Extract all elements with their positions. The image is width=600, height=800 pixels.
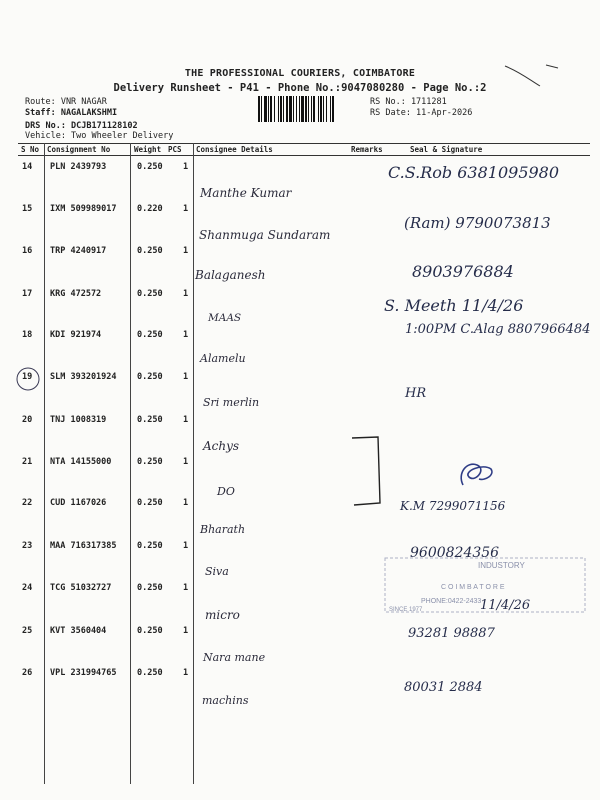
bracket-mark bbox=[350, 435, 390, 510]
row-serial: 23 bbox=[22, 541, 33, 551]
consignee-name: Shanmuga Sundaram bbox=[199, 228, 331, 242]
row-serial: 25 bbox=[22, 626, 33, 636]
col-divider bbox=[130, 143, 131, 784]
runsheet-title: Delivery Runsheet - P41 - Phone No.:9047080280 - Page No.:2 bbox=[113, 82, 487, 94]
consignment-number: TNJ 1008319 bbox=[50, 415, 107, 425]
vehicle-label: Vehicle: Two Wheeler Delivery bbox=[25, 131, 174, 141]
row-serial: 20 bbox=[22, 415, 33, 425]
row-serial: 15 bbox=[22, 204, 33, 214]
row-serial: 19 bbox=[22, 372, 33, 382]
col-sno: S No bbox=[21, 145, 40, 154]
row-serial: 21 bbox=[22, 457, 33, 467]
weight-value: 0.250 bbox=[137, 668, 163, 678]
consignee-name: Siva bbox=[205, 565, 229, 578]
pcs-value: 1 bbox=[183, 541, 189, 551]
table-top-rule bbox=[18, 143, 590, 144]
weight-value: 0.250 bbox=[137, 289, 163, 299]
consignee-name: Achys bbox=[203, 439, 240, 453]
consignment-number: KRG 472572 bbox=[50, 289, 102, 299]
signature-entry: 1:00PM C.Alag 8807966484 bbox=[405, 322, 591, 337]
signature-entry: C.S.Rob 6381095980 bbox=[388, 163, 560, 182]
consignment-number: IXM 509989017 bbox=[50, 204, 117, 214]
consignee-name: Balaganesh bbox=[195, 268, 266, 282]
drs-number: DRS No.: DCJB171128102 bbox=[25, 121, 138, 131]
signature-entry: 80031 2884 bbox=[404, 680, 483, 695]
consignee-name: micro bbox=[205, 608, 240, 622]
weight-value: 0.250 bbox=[137, 330, 163, 340]
pcs-value: 1 bbox=[183, 289, 189, 299]
col-pcs: PCS bbox=[168, 145, 182, 154]
weight-value: 0.250 bbox=[137, 415, 163, 425]
table-header-rule bbox=[18, 155, 590, 156]
pcs-value: 1 bbox=[183, 415, 189, 425]
pcs-value: 1 bbox=[183, 626, 189, 636]
row-serial: 17 bbox=[22, 289, 33, 299]
consignment-number: KDI 921974 bbox=[50, 330, 102, 340]
signature-entry: K.M 7299071156 bbox=[400, 499, 506, 513]
pcs-value: 1 bbox=[183, 204, 189, 214]
company-stamp bbox=[383, 555, 588, 615]
circle-mark bbox=[14, 366, 42, 392]
consignee-name: Nara mane bbox=[203, 651, 266, 664]
weight-value: 0.250 bbox=[137, 583, 163, 593]
signature-entry: 9600824356 bbox=[410, 545, 500, 561]
col-weight: Weight bbox=[134, 145, 162, 154]
company-title: THE PROFESSIONAL COURIERS, COIMBATORE bbox=[184, 68, 416, 79]
stamp-line3: SINCE 1977 bbox=[389, 607, 423, 613]
col-consignment: Consignment No bbox=[47, 145, 111, 154]
consignee-name: Bharath bbox=[200, 523, 246, 536]
signature-entry: 93281 98887 bbox=[408, 626, 495, 641]
col-consignee: Consignee Details bbox=[196, 145, 273, 154]
pcs-value: 1 bbox=[183, 246, 189, 256]
consignment-number: MAA 716317385 bbox=[50, 541, 117, 551]
consignment-number: PLN 2439793 bbox=[50, 162, 107, 172]
signature-entry: 8903976884 bbox=[412, 262, 514, 281]
consignment-number: NTA 14155000 bbox=[50, 457, 112, 467]
row-serial: 14 bbox=[22, 162, 33, 172]
rs-date: RS Date: 11-Apr-2026 bbox=[370, 108, 473, 118]
consignment-number: VPL 231994765 bbox=[50, 668, 117, 678]
rs-number: RS No.: 1711281 bbox=[370, 97, 447, 107]
col-seal: Seal & Signature bbox=[410, 145, 483, 154]
pcs-value: 1 bbox=[183, 457, 189, 467]
weight-value: 0.250 bbox=[137, 626, 163, 636]
consignment-number: TRP 4240917 bbox=[50, 246, 107, 256]
signature-entry: 11/4/26 bbox=[480, 598, 531, 613]
row-serial: 24 bbox=[22, 583, 33, 593]
weight-value: 0.250 bbox=[137, 372, 163, 382]
col-divider bbox=[44, 143, 45, 784]
signature-entry: (Ram) 9790073813 bbox=[404, 214, 551, 232]
consignee-name: machins bbox=[202, 694, 249, 707]
row-serial: 22 bbox=[22, 498, 33, 508]
blue-signature bbox=[455, 455, 500, 495]
consignment-number: KVT 3560404 bbox=[50, 626, 107, 636]
consignment-number: CUD 1167026 bbox=[50, 498, 107, 508]
stamp-line1: INDUSTORY bbox=[478, 561, 525, 570]
signature-entry: S. Meeth 11/4/26 bbox=[384, 296, 524, 315]
weight-value: 0.250 bbox=[137, 498, 163, 508]
row-serial: 16 bbox=[22, 246, 33, 256]
weight-value: 0.250 bbox=[137, 162, 163, 172]
weight-value: 0.250 bbox=[137, 457, 163, 467]
consignment-number: SLM 393201924 bbox=[50, 372, 117, 382]
signature-entry: HR bbox=[405, 386, 427, 401]
staff-label: Staff: NAGALAKSHMI bbox=[25, 108, 118, 118]
consignment-number: TCG 51032727 bbox=[50, 583, 112, 593]
pcs-value: 1 bbox=[183, 668, 189, 678]
pcs-value: 1 bbox=[183, 498, 189, 508]
pcs-value: 1 bbox=[183, 162, 189, 172]
consignee-name: Alamelu bbox=[200, 352, 246, 365]
weight-value: 0.250 bbox=[137, 246, 163, 256]
col-remarks: Remarks bbox=[351, 145, 383, 154]
barcode bbox=[258, 96, 366, 122]
stamp-line2: PHONE:0422-2433 bbox=[421, 598, 482, 605]
consignee-name: Manthe Kumar bbox=[200, 186, 292, 200]
pcs-value: 1 bbox=[183, 330, 189, 340]
weight-value: 0.220 bbox=[137, 204, 163, 214]
top-scribble bbox=[500, 62, 590, 92]
route-label: Route: VNR NAGAR bbox=[25, 97, 107, 107]
pcs-value: 1 bbox=[183, 583, 189, 593]
svg-text:C O I M B A T O R E: C O I M B A T O R E bbox=[441, 584, 505, 591]
consignee-name: Sri merlin bbox=[203, 396, 260, 409]
row-serial: 26 bbox=[22, 668, 33, 678]
row-serial: 18 bbox=[22, 330, 33, 340]
pcs-value: 1 bbox=[183, 372, 189, 382]
consignee-name: MAAS bbox=[208, 312, 242, 324]
consignee-name: DO bbox=[217, 485, 235, 498]
col-divider bbox=[193, 143, 194, 784]
weight-value: 0.250 bbox=[137, 541, 163, 551]
